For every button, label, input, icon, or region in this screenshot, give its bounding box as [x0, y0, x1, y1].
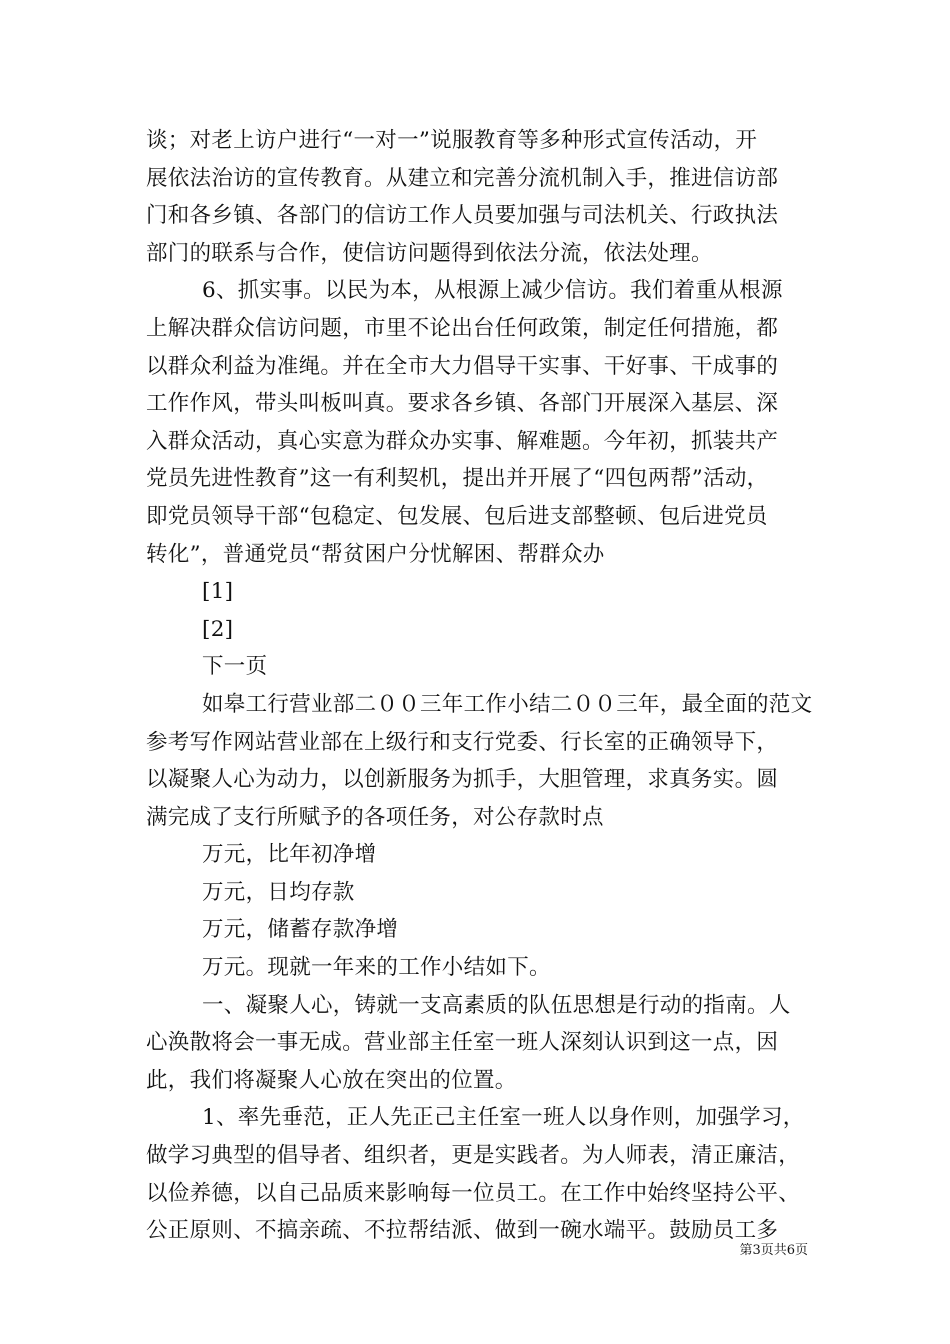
text-line: 公正原则、不搞亲疏、不拉帮结派、做到一碗水端平。鼓励员工多 — [146, 1218, 779, 1244]
text-line: 如皋工行营业部二００三年工作小结二００三年，最全面的范文 — [202, 691, 812, 717]
text-line: 6、抓实事。以民为本，从根源上减少信访。我们着重从根源 — [202, 278, 783, 304]
text-line: 做学习典型的倡导者、组织者，更是实践者。为人师表，清正廉洁， — [146, 1143, 801, 1169]
text-line: 万元，日均存款 — [202, 879, 355, 905]
text-line: 万元，储蓄存款净增 — [202, 917, 399, 943]
text-line: 此，我们将凝聚人心放在突出的位置。 — [146, 1067, 517, 1093]
text-line: 一、凝聚人心，铸就一支高素质的队伍思想是行动的指南。人 — [202, 992, 791, 1018]
text-line: 入群众活动，真心实意为群众办实事、解难题。今年初，抓装共产 — [146, 428, 779, 454]
page-number: 第3页共6页 — [739, 1243, 808, 1258]
text-line: 展依法治访的宣传教育。从建立和完善分流机制入手，推进信访部 — [146, 165, 779, 191]
text-line: 参考写作网站营业部在上级行和支行党委、行长室的正确领导下， — [146, 729, 779, 755]
text-line: 满完成了支行所赋予的各项任务，对公存款时点 — [146, 804, 604, 830]
text-line: 谈；对老上访户进行“一对一”说服教育等多种形式宣传活动，开 — [146, 128, 758, 153]
text-line: 万元，比年初净增 — [202, 842, 377, 868]
text-line: 以俭养德，以自己品质来影响每一位员工。在工作中始终坚持公平、 — [146, 1180, 801, 1206]
text-line: 部门的联系与合作，使信访问题得到依法分流，依法处理。 — [146, 240, 713, 266]
text-line: 心涣散将会一事无成。营业部主任室一班人深刻认识到这一点，因 — [146, 1030, 779, 1056]
text-line: 转化”，普通党员“帮贫困户分忧解困、帮群众办 — [146, 541, 605, 567]
text-line: [2] — [202, 616, 234, 642]
text-line: 以凝聚人心为动力，以创新服务为抓手，大胆管理，求真务实。圆 — [146, 767, 779, 793]
text-line: 上解决群众信访问题，市里不论出台任何政策，制定任何措施，都 — [146, 315, 779, 341]
text-line: 党员先进性教育”这一有利契机，提出并开展了“四包两帮”活动， — [146, 466, 769, 492]
text-line: 即党员领导干部“包稳定、包发展、包后进支部整顿、包后进党员 — [146, 503, 768, 529]
text-line: 万元。现就一年来的工作小结如下。 — [202, 955, 551, 981]
text-line: 以群众利益为准绳。并在全市大力倡导干实事、干好事、干成事的 — [146, 353, 779, 379]
text-line: 1、率先垂范，正人先正己主任室一班人以身作则，加强学习， — [202, 1105, 805, 1131]
document-body — [146, 122, 812, 1250]
text-line: 门和各乡镇、各部门的信访工作人员要加强与司法机关、行政执法 — [146, 203, 779, 229]
text-line: 下一页 — [202, 654, 268, 680]
text-line: [1] — [202, 579, 234, 605]
text-line: 工作作风，带头叫板叫真。要求各乡镇、各部门开展深入基层、深 — [146, 391, 779, 417]
